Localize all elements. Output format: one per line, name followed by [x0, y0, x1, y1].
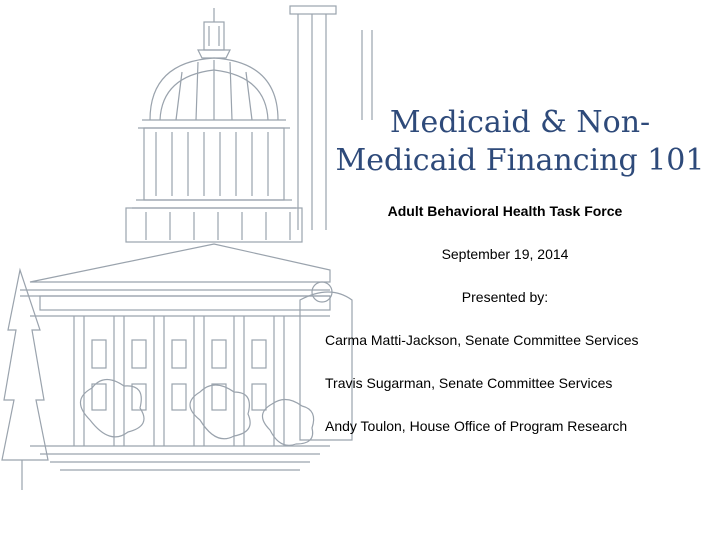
- presented-by-label: Presented by:: [461, 289, 549, 305]
- slide-title: [330, 104, 710, 180]
- presenter-2: Travis Sugarman, Senate Committee Services: [325, 375, 613, 391]
- presentation-date: September 19, 2014: [441, 246, 569, 262]
- presenter-3: Andy Toulon, House Office of Program Research: [325, 418, 628, 434]
- title-line-2: Medicaid Financing 101: [335, 143, 705, 178]
- presenter-1: Carma Matti-Jackson, Senate Committee Services: [325, 332, 639, 348]
- title-line-1: Medicaid & Non-: [389, 105, 651, 140]
- task-force-subtitle: Adult Behavioral Health Task Force: [387, 203, 623, 219]
